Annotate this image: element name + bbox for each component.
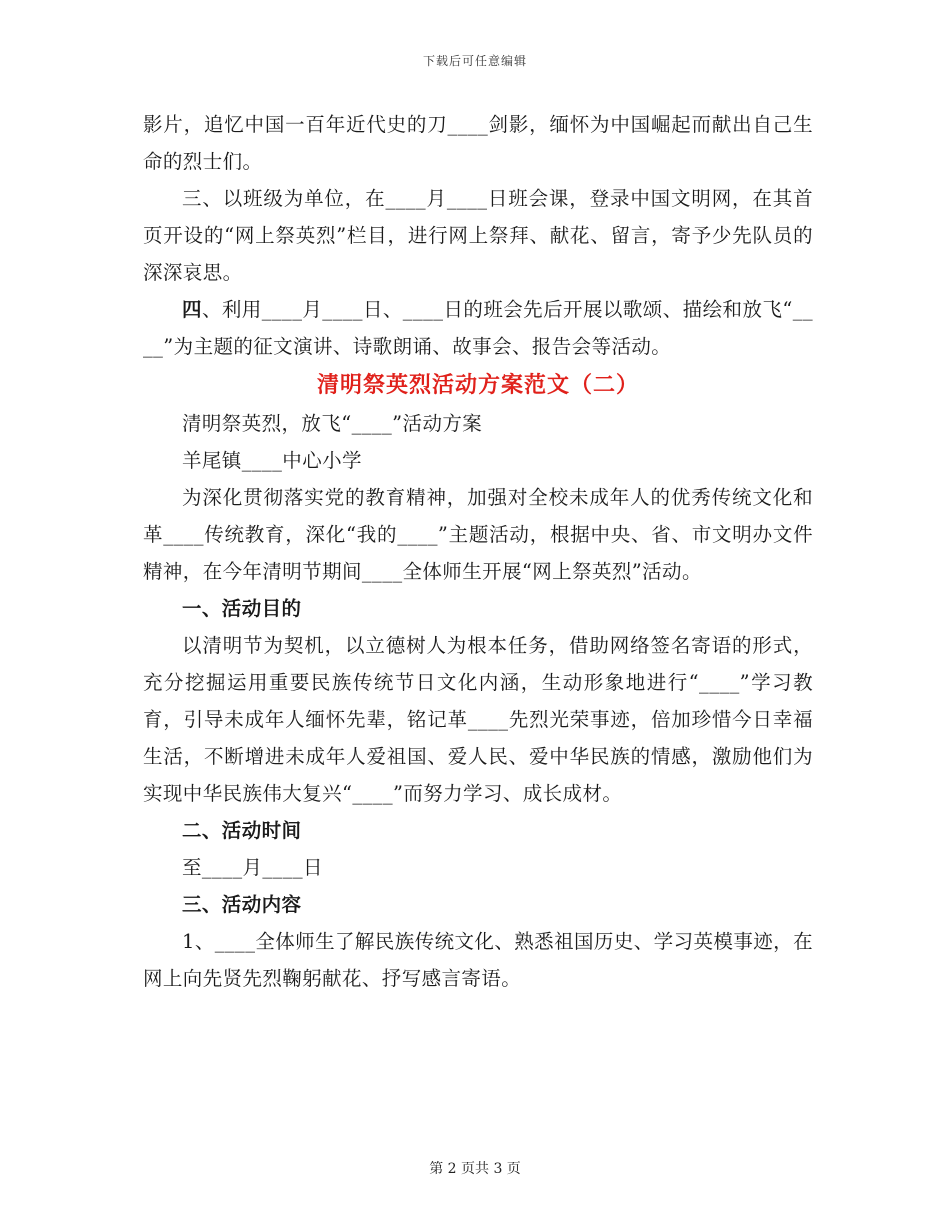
school-name: 羊尾镇____中心小学 <box>182 449 362 472</box>
document-body <box>143 106 813 997</box>
heading-purpose: 一、活动目的 <box>182 597 302 620</box>
paragraph-purpose: 以清明节为契机，以立德树人为根本任务，借助网络签名寄语的形式，充分挖掘运用重要民族传统节日文化内涵，生动形象地进行“____”学习教育，引导未成年人缅怀先辈，铭记革____先烈光荣事迹，倍加珍惜今日幸福生活，不断增进未成年人爱祖国、爱人民、爱中华民族的情感，激励他们为实现中华民族伟大复兴“____”而努力学习、成长成材。 <box>143 634 813 805</box>
heading-time: 二、活动时间 <box>182 819 302 842</box>
paragraph-time: 至____月____日 <box>182 856 323 879</box>
page-header-note: 下载后可任意编辑 <box>422 54 527 68</box>
section-number-four: 四 <box>182 298 202 321</box>
paragraph-class-meeting-text: 、利用____月____日、____日的班会先后开展以歌颂、描绘和放飞“____”为主题的征文演讲、诗歌朗诵、故事会、报告会等活动。 <box>143 298 813 358</box>
paragraph-content-1: 1、____全体师生了解民族传统文化、熟悉祖国历史、学习英模事迹，在网上向先贤先烈鞠躬献花、抒写感言寄语。 <box>143 930 813 990</box>
heading-content: 三、活动内容 <box>182 893 302 916</box>
paragraph-class-meeting <box>143 291 813 365</box>
section-title: 清明祭英烈活动方案范文（二） <box>316 372 639 398</box>
paragraph-intro: 为深化贯彻落实党的教育精神，加强对全校未成年人的优秀传统文化和革____传统教育，深化“我的____”主题活动，根据中央、省、市文明办文件精神，在今年清明节期间____全体师生开展“网上祭英烈”活动。 <box>143 486 813 583</box>
plan-name: 清明祭英烈，放飞“____”活动方案 <box>182 412 483 435</box>
paragraph-class-activity: 三、以班级为单位，在____月____日班会课，登录中国文明网，在其首页开设的“网上祭英烈”栏目，进行网上祭拜、献花、留言，寄予少先队员的深深哀思。 <box>143 187 813 284</box>
page-number: 第 2 页共 3 页 <box>429 1161 521 1177</box>
paragraph-film: 影片，追忆中国一百年近代史的刀____剑影，缅怀为中国崛起而献出自己生命的烈士们。 <box>143 113 813 173</box>
